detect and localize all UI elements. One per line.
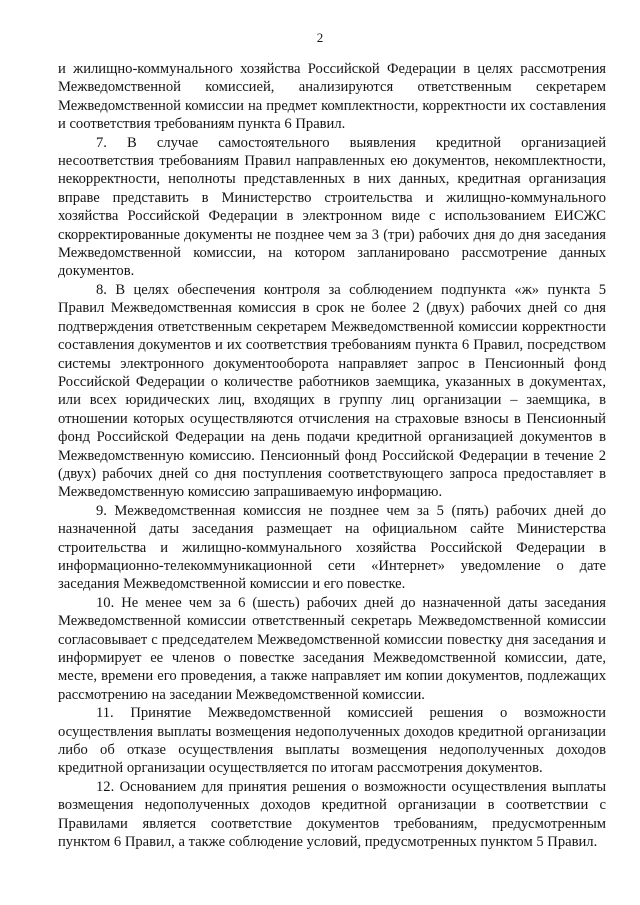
paragraph-item-7: 7. В случае самостоятельного выявления кредитной организацией несоответствия требованиям Правил направленных ею документов, некомплектности, некорректности, неполноты представленных в них данных, кредитная организация вправе представить в Министерство строительства и жилищно-коммунального хозяйства Российской Федерации в электронном виде с использованием ЕИСЖС скорректированные документы не позднее чем за 3 (три) рабочих дня до дня заседания Межведомственной комиссии, на котором запланировано рассмотрение данных документов. [58, 134, 606, 280]
document-body [58, 60, 606, 851]
paragraph-continuation: и жилищно-коммунального хозяйства Российской Федерации в целях рассмотрения Межведомственной комиссией, анализируются ответственным секретарем Межведомственной комиссии на предмет комплектности, корректности их составления и соответствия требованиям пункта 6 Правил. [58, 61, 606, 133]
paragraph-item-12: 12. Основанием для принятия решения о возможности осуществления выплаты возмещения недополученных доходов кредитной организации в соответствии с Правилами является соответствие документов требованиям, предусмотренным пунктом 6 Правил, а также соблюдение условий, предусмотренных пунктом 5 Правил. [58, 778, 606, 851]
paragraph-item-11: 11. Принятие Межведомственной комиссией решения о возможности осуществления выплаты возмещения недополученных доходов кредитной организации либо об отказе осуществления выплаты возмещения недополученных доходов кредитной организации осуществляется по итогам рассмотрения документов. [58, 705, 606, 777]
paragraph-item-9: 9. Межведомственная комиссия не позднее чем за 5 (пять) рабочих дней до назначенной даты заседания размещает на официальном сайте Министерства строительства и жилищно-коммунального хозяйства Российской Федерации в информационно-телекоммуникационной сети «Интернет» уведомление о дате заседания Межведомственной комиссии и его повестке. [58, 502, 606, 593]
paragraph-item-10: 10. Не менее чем за 6 (шесть) рабочих дней до назначенной даты заседания Межведомственной комиссии ответственный секретарь Межведомственной комиссии согласовывает с председателем Межведомственной комиссии повестку дня заседания и информирует ее членов о повестке заседания Межведомственной комиссии, дате, месте, времени его проведения, а также направляет им копии документов, подлежащих рассмотрению на заседании Межведомственной комиссии. [58, 594, 606, 703]
paragraph-item-8: 8. В целях обеспечения контроля за соблюдением подпункта «ж» пункта 5 Правил Межведомственная комиссия в срок не более 2 (двух) рабочих дней со дня подтверждения ответственным секретарем Межведомственной комиссии корректности составления документов и их соответствия требованиям пункта 6 Правил, посредством системы электронного документооборота направляет запрос в Пенсионный фонд Российской Федерации о количестве работников заемщика, указанных в документах, или всех юридических лиц, входящих в группу лиц организации – заемщика, в отношении которых осуществляются отчисления на страховые взносы в Пенсионный фонд Российской Федерации на день подачи кредитной организацией документов в Межведомственную комиссию. Пенсионный фонд Российской Федерации в течение 2 (двух) рабочих дней со дня поступления соответствующего запроса предоставляет в Межведомственную комиссию запрашиваемую информацию. [58, 281, 606, 501]
page-number: 2 [316, 30, 324, 45]
